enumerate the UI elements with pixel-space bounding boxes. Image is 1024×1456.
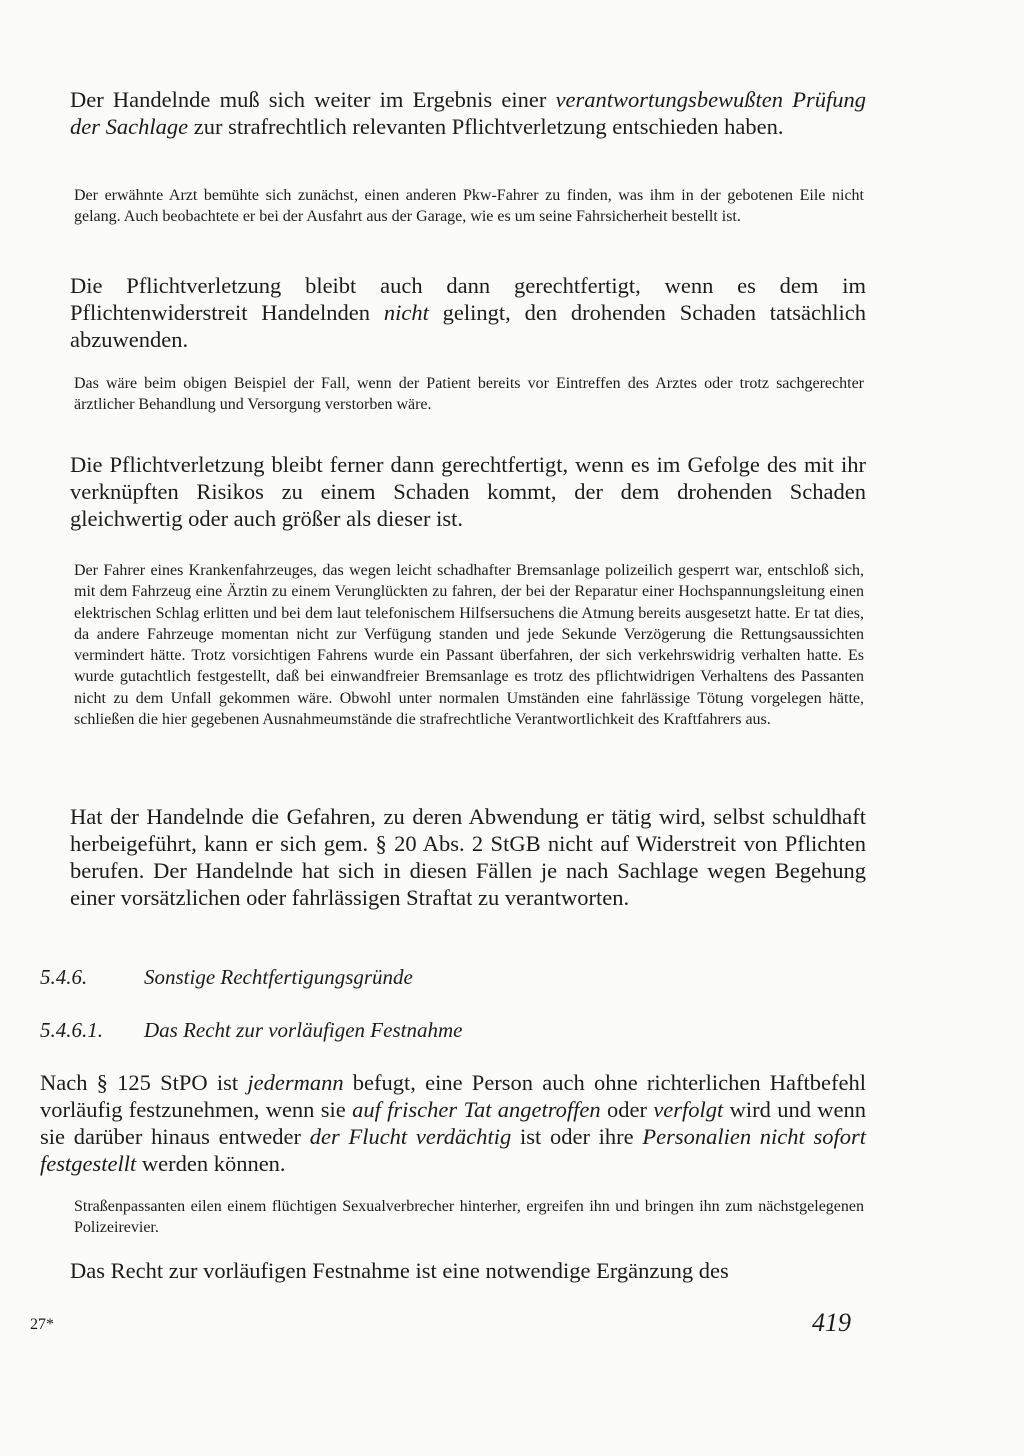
subsection-heading [40,1018,462,1043]
paragraph-schaden-abwenden [70,272,866,353]
paragraph-festnahme [40,1069,866,1177]
emphasis-text: nicht [383,300,429,325]
example-arzt: Der erwähnte Arzt bemühte sich zunächst, einen anderen Pkw-Fahrer zu finden, was ihm in der gebotenen Eile nicht gelang. Auch beobachtete er bei der Ausfahrt aus der Garage, wie es um seine Fahrsicherheit bestellt ist. [74,187,864,226]
emphasis-text: Personalien nicht sofort festgestellt [40,1124,866,1176]
emphasis-text: verfolgt [653,1097,724,1122]
emphasis-text: auf frischer Tat angetroffen [352,1097,601,1122]
example-patient: Das wäre beim obigen Beispiel der Fall, wenn der Patient bereits vor Eintreffen des Arztes oder trotz sachgerechter ärztlicher Behandlung und Versorgung verstorben wäre. [74,375,864,414]
section-title: Das Recht zur vorläufigen Festnahme [144,1018,463,1042]
text-run: oder [600,1097,654,1122]
paragraph-risiko: Die Pflichtverletzung bleibt ferner dann gerechtfertigt, wenn es im Gefolge des mit ihr verknüpften Risikos zu einem Schaden kommt, der dem drohenden Schaden gleichwertig oder auch größer als dieser ist. [70,452,866,531]
example-passanten: Straßenpassanten eilen einem flüchtigen Sexualverbrecher hinterher, ergreifen ihn und bringen ihn zum nächstgelegenen Polizeirevier. [74,1198,864,1237]
section-number: 5.4.6. [40,965,88,989]
section-title: Sonstige Rechtfertigungsgründe [144,965,413,989]
text-run: Die Pflichtverletzung bleibt auch dann gerechtfertigt, wenn es dem im Pflichtenwiderstreit Handelnden [70,273,866,325]
text-run: ist oder ihre [511,1124,643,1149]
paragraph-sachlage [70,86,866,140]
page-number: 419 [812,1308,851,1337]
emphasis-text: der Flucht verdächtig [309,1124,512,1149]
paragraph-schuldhaft: Hat der Handelnde die Gefahren, zu deren Abwendung er tätig wird, selbst schuldhaft herbeigeführt, kann er sich gem. § 20 Abs. 2 StGB nicht auf Widerstreit von Pflichten berufen. Der Handelnde hat sich in diesen Fällen je nach Sachlage wegen Begehung einer vorsätzlichen oder fahrlässigen Straftat zu verantworten. [70,804,866,910]
section-number: 5.4.6.1. [40,1018,103,1042]
example-krankenfahrzeug: Der Fahrer eines Krankenfahrzeuges, das wegen leicht schadhafter Bremsanlage polizeilich gesperrt war, entschloß sich, mit dem Fahrzeug eine Ärztin zu einem Verunglückten zu fahren, der bei der Reparatur einer Hochspannungsleitung einen elektrischen Schlag erlitten und bei dem laut telefonischem Hilfsersuchens die Atmung bereits ausgesetzt hatte. Er tat dies, da andere Fahrzeuge momentan nicht zur Verfügung standen und jede Sekunde Verzögerung die Rettungsaussichten vermindert hätte. Trotz vorsichtigen Fahrens wurde ein Passant überfahren, der sich verkehrswidrig verhalten hatte. Es wurde gutachtlich festgestellt, daß bei einwandfreier Bremsanlage es trotz des pflichtwidrigen Verhaltens des Passanten nicht zu dem Unfall gekommen wäre. Obwohl unter normalen Umständen eine fahrlässige Tötung vorgelegen hätte, schließen die hier gegebenen Ausnahmeumstände die strafrechtliche Verantwortlichkeit des Kraftfahrers aus. [74,562,864,729]
section-heading [40,965,413,990]
text-run: gelingt, den drohenden Schaden tatsächlich abzuwenden. [70,300,866,352]
text-run: wird und wenn sie darüber hinaus entweder [40,1097,867,1149]
emphasis-text: jedermann [247,1070,344,1095]
text-run: Der Handelnde muß sich weiter im Ergebnis einer [70,87,556,112]
text-run: befugt, eine Person auch ohne richterlichen Haftbefehl vorläufig festzunehmen, wenn sie [40,1070,867,1122]
paragraph-ergaenzung: Das Recht zur vorläufigen Festnahme ist eine notwendige Ergänzung des [70,1258,729,1283]
text-run: zur strafrechtlich relevanten Pflichtverletzung entschieden haben. [188,114,784,139]
emphasis-text: verantwortungsbewußten Prüfung der Sachlage [70,87,866,139]
text-run: werden können. [136,1151,286,1176]
signature-mark: 27* [30,1316,54,1333]
text-run: Nach § 125 StPO ist [40,1070,248,1095]
